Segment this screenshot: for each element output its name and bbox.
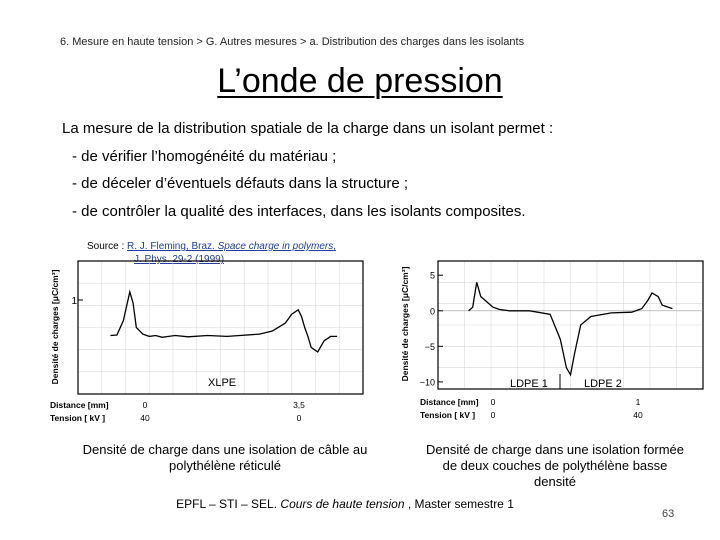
bullet-item: - de déceler d’éventuels défauts dans la structure ;	[72, 175, 409, 192]
layer-label-1: LDPE 1	[510, 378, 548, 390]
source-label: Source :	[87, 241, 128, 252]
distance-label: Distance [mm]	[50, 400, 109, 410]
distance-end: 3,5	[293, 400, 305, 410]
footer-suffix: , Master semestre 1	[404, 497, 514, 511]
layer-label-2: LDPE 2	[584, 378, 622, 390]
y-tick-label: −5	[424, 341, 435, 352]
footer-prefix: EPFL – STI – SEL.	[176, 497, 281, 511]
caption-xlpe: Densité de charge dans une isolation de câble au polythélène réticulé	[82, 442, 368, 473]
tension-label: Tension [ kV ]	[50, 413, 106, 423]
tension-start: 0	[490, 410, 496, 420]
tension-label: Tension [ kV ]	[420, 410, 476, 420]
tension-end: 0	[296, 413, 302, 423]
source-link-end[interactable]: ,	[333, 241, 337, 252]
intro-text: La mesure de la distribution spatiale de la charge dans un isolant permet :	[62, 120, 554, 137]
distance-start: 0	[142, 400, 148, 410]
distance-start: 0	[490, 397, 496, 407]
y-tick-label: −10	[419, 377, 435, 388]
tension-end: 40	[633, 410, 643, 420]
distance-end: 1	[635, 397, 641, 407]
chart-ldpe	[398, 244, 708, 429]
footer	[0, 497, 690, 511]
source-link-journal[interactable]: J. Phys. 29-2 (1999)	[134, 254, 225, 265]
source-link-authors[interactable]: R. J. Fleming, Braz.	[127, 241, 218, 252]
y-tick-label: 1	[71, 296, 77, 307]
y-tick-label: 0	[429, 306, 435, 317]
slide-title-container	[0, 62, 720, 101]
tension-start: 40	[140, 413, 150, 423]
distance-label: Distance [mm]	[420, 397, 479, 407]
breadcrumb: 6. Mesure en haute tension > G. Autres mesures > a. Distribution des charges dans les isolants	[60, 36, 525, 48]
bullet-item: - de vérifier l’homogénéité du matériau ;	[72, 148, 337, 165]
caption-ldpe: Densité de charge dans une isolation formée de deux couches de polythélène basse densité	[426, 442, 684, 489]
y-tick-label: 5	[429, 270, 435, 281]
page-number: 63	[662, 508, 675, 520]
source-link-title[interactable]: Space charge in polymers	[217, 241, 334, 252]
bullet-item: - de contrôler la qualité des interfaces, dans les isolants composites.	[72, 203, 526, 220]
y-ticks	[420, 271, 443, 388]
slide-title: L’onde de pression	[217, 62, 503, 100]
material-label: XLPE	[208, 377, 237, 389]
footer-course: Cours de haute tension	[280, 497, 405, 511]
chart-xlpe	[48, 244, 368, 429]
series-line	[110, 292, 337, 352]
y-axis-label: Densité de charges [μC/cm³]	[400, 266, 410, 382]
chart-grid	[438, 261, 703, 389]
y-axis-label: Densité de charges [μC/cm³]	[50, 269, 60, 385]
